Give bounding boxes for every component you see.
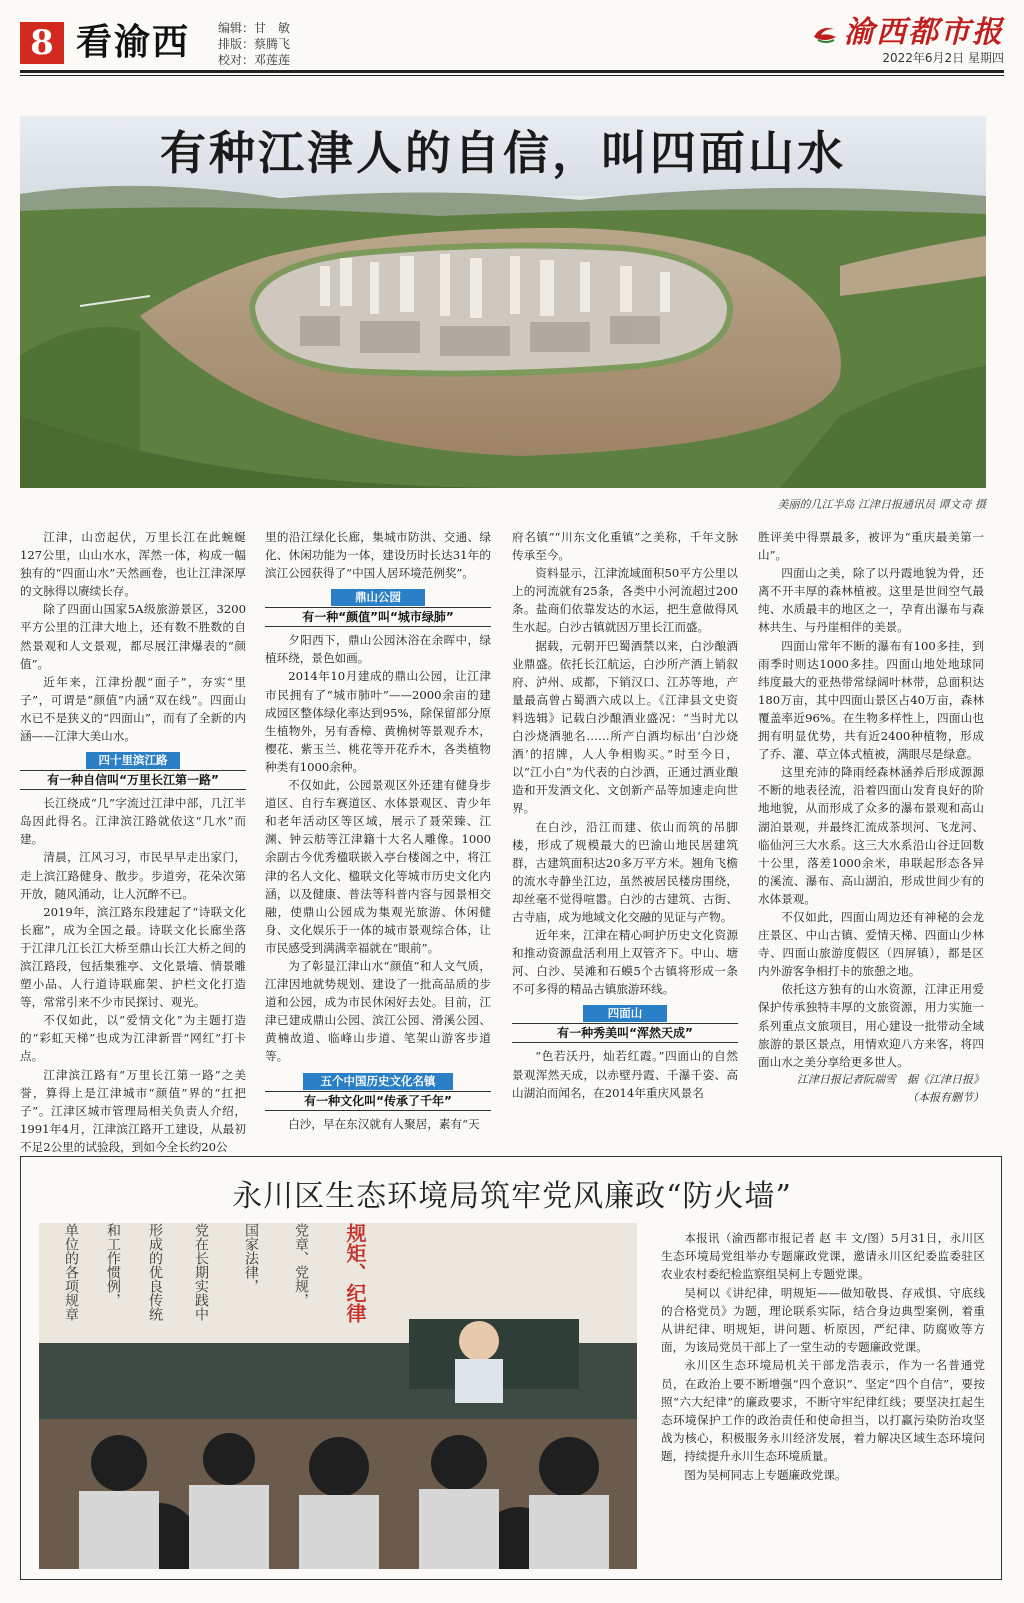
section-title: 看渝西 bbox=[76, 21, 191, 63]
wall-text: 和工作惯例， bbox=[105, 1223, 121, 1307]
header-divider bbox=[20, 70, 1004, 73]
masthead bbox=[812, 16, 1004, 66]
photo-caption: 图为吴柯同志上专题廉政党课。 bbox=[684, 1467, 847, 1482]
article-column-3 bbox=[512, 528, 738, 1102]
paragraph: 胜评美中得票最多，被评为“重庆最美第一山”。 bbox=[758, 530, 984, 563]
paragraph: 不仅如此，以“爱情文化”为主题打造的“彩虹天梯”也成为江津新晋“网红”打卡点。 bbox=[20, 1013, 246, 1064]
subsection-heading: 有一种自信叫“万里长江第一路” bbox=[20, 770, 246, 790]
subsection-badge: 鼎山公园 bbox=[331, 589, 425, 606]
proofread-line: 校对：邓莲莲 bbox=[218, 53, 291, 67]
editor-line: 编辑：甘 敏 bbox=[218, 21, 291, 35]
paragraph: “色若沃丹，灿若红霞。”四面山的自然景观浑然天成，以赤壁丹霞、千瀑千姿、高山湖泊而闻名，在2014年重庆风景名 bbox=[512, 1049, 738, 1100]
paragraph: 在白沙，沿江而建、依山而筑的吊脚楼，形成了规模最大的巴渝山地民居建筑群，古建筑面积达20多万平方米。翘角飞檐的流水寺静坐江边，虽然被居民楼房围绕，却丝毫不觉得喧嚣。白沙的古建筑、古街、古寺庙，成为地域文化交融的见证与产物。 bbox=[512, 819, 738, 924]
newspaper-name: 渝西都市报 bbox=[844, 15, 1004, 50]
edit-note: （本报有删节） bbox=[907, 1090, 984, 1104]
subsection-heading: 有一种秀美叫“浑然天成” bbox=[512, 1023, 738, 1043]
wall-text: 国家法律， bbox=[243, 1223, 259, 1293]
paragraph: 四面山常年不断的瀑布有100多挂，到雨季时则达1000多挂。四面山地处地球同纬度最大的亚热带常绿阔叶林带，总面积达180万亩，其中四面山景区占40万亩，森林覆盖率近96%。在生物多样性上，四面山也拥有明显优势，共有近2400种植物，形成了乔、灌、草立体式植被，满眼尽是绿意。 bbox=[758, 638, 984, 762]
publication-date: 2022年6月2日 星期四 bbox=[882, 51, 1004, 65]
paragraph: 依托这方独有的山水资源，江津正用爱保护传承独特丰厚的文旅资源，用力实施一系列重点文旅项目，用心建设一批带动全域旅游的景区景点，用情欢迎八方来客，将四面山水之美分享给更多世人。 bbox=[758, 982, 984, 1069]
article-byline: 江津日报记者阮瑞雪 据《江津日报》 bbox=[797, 1072, 984, 1086]
paragraph: 不仅如此，四面山周边还有神秘的会龙庄景区、中山古镇、爱情天梯、四面山少林寺、四面山旅游度假区（四屏镇），都是区内外游客争相打卡的旅憩之地。 bbox=[758, 909, 984, 979]
paragraph: 长江绕成“几”字流过江津中部，几江半岛因此得名。江津滨江路就依这“几水”而建。 bbox=[20, 796, 246, 847]
paragraph: 永川区生态环境局机关干部龙浩表示，作为一名普通党员，在政治上要不断增强“四个意识”、坚定“四个自信”，要按照“六大纪律”的廉政要求，不断守牢纪律红线；要坚决扛起生态环境保护工作的政治责任和使命担当，以打赢污染防治攻坚战为核心，积极服务永川经济发展，着力解决区域生态环境问题，持续提升永川生态环境质量。 bbox=[661, 1358, 985, 1464]
wall-text: 党章、党规， bbox=[293, 1223, 309, 1307]
article-column-4 bbox=[758, 528, 984, 1107]
article-column-1 bbox=[20, 528, 246, 1156]
wall-text: 单位的各项规章 bbox=[63, 1223, 79, 1321]
page-number: 8 bbox=[20, 22, 64, 64]
newspaper-logo bbox=[812, 16, 1004, 50]
paragraph: 不仅如此，公园景观区外还建有健身步道区、自行车赛道区、水体景观区、青少年和老年活动区等区域，展示了聂荣臻、江渊、钟云舫等江津籍十大名人雕像。1000余副古今优秀楹联嵌入亭台楼阁之中，将江津的名人文化、楹联文化等城市历史文化内涵，以及健康、普法等科普内容与园景相交融，使鼎山公园成为集观光旅游、休闲健身、文化娱乐于一体的城市景观综合体，让市民感受到满满幸福就在“眼前”。 bbox=[265, 778, 491, 955]
subsection-badge: 五个中国历史文化名镇 bbox=[303, 1073, 453, 1090]
meeting-photo bbox=[39, 1223, 637, 1569]
wall-poster bbox=[63, 1223, 367, 1343]
subsection-badge: 四面山 bbox=[583, 1005, 667, 1022]
paragraph: 本报讯（渝西都市报记者 赵 丰 文/图）5月31日，永川区生态环境局党组举办专题廉政党课，邀请永川区纪委监委驻区农业农村委纪检监察组吴柯上专题党课。 bbox=[661, 1231, 985, 1282]
article-column-2 bbox=[265, 528, 491, 1133]
header-divider-thin bbox=[20, 75, 1004, 76]
paragraph: 里的沿江绿化长廊，集城市防洪、交通、绿化、休闲功能为一体，建设历时长达31年的滨江公园获得了“中国人居环境范例奖”。 bbox=[265, 530, 491, 581]
paragraph: 2019年，滨江路东段建起了“诗联文化长廊”，成为全国之最。诗联文化长廊坐落于江津几江长江大桥至鼎山长江大桥之间的滨江路段，包括集雅亭、文化景墙、情景雕塑小品、人行道诗联廊架、护栏文化打造等，常常引来不少市民探讨、观光。 bbox=[20, 904, 246, 1010]
aerial-peninsula-photo bbox=[20, 116, 986, 488]
paragraph: 清晨，江风习习，市民早早走出家门，走上滨江路健身、散步。步道旁，花朵次第开放，随风涌动，让人沉醉不已。 bbox=[20, 850, 246, 901]
wall-text: 形成的优良传统 bbox=[147, 1223, 163, 1321]
paragraph: 白沙，早在东汉就有人聚居，素有“天 bbox=[288, 1116, 480, 1131]
paragraph: 资料显示，江津流域面积50平方公里以上的河流就有25条，各类中小河流超过200条。盐商们依靠发达的水运，把生意做得风生水起。白沙古镇就因万里长江而盛。 bbox=[512, 566, 738, 635]
paragraph: 这里充沛的降雨经森林涵养后形成源源不断的地表径流，沿着四面山发育良好的阶地地貌，从而形成了众多的瀑布景观和高山湖泊景观，并最终汇流成茶坝河、飞龙河、临仙河三大水系。这三大水系沿山谷迂回数十公里，落差1000余米，串联起形态各异的溪流、瀑布、高山湖泊，形成世间少有的水体景观。 bbox=[758, 765, 984, 906]
subsection-heading: 有一种文化叫“传承了千年” bbox=[265, 1091, 491, 1111]
paragraph: 四面山之美，除了以丹霞地貌为骨，还离不开丰厚的森林植被。这里是世间空气最纯、水质最丰的地区之一，孕育出瀑布与森林共生、与丹崖相伴的美景。 bbox=[758, 566, 984, 635]
paragraph: 府名镇”“川东文化重镇”之美称，千年文脉传承至今。 bbox=[512, 530, 738, 563]
bottom-article-body bbox=[661, 1229, 985, 1484]
main-headline: 有种江津人的自信，叫四面山水 bbox=[160, 126, 846, 180]
subsection-heading: 有一种“颜值”叫“城市绿肺” bbox=[265, 607, 491, 627]
paragraph: 2014年10月建成的鼎山公园，让江津市民拥有了“城市肺叶”——2000余亩的建成园区整体绿化率达到95%，除保留部分原生植物外，另有香樟、黄桷树等景观乔木，樱花、紫玉兰、桃花等开花乔木，各类植物种类有1000余种。 bbox=[265, 669, 491, 774]
subsection-badge: 四十里滨江路 bbox=[86, 752, 180, 769]
layout-line: 排版：蔡腾飞 bbox=[218, 37, 291, 51]
paragraph: 近年来，江津在精心呵护历史文化资源和推动资源盘活利用上双管齐下。中山、塘河、白沙、吴滩和石蟆5个古镇将形成一条不可多得的精品古镇旅游环线。 bbox=[512, 928, 738, 997]
paragraph: 江津，山峦起伏，万里长江在此蜿蜒127公里，山山水水，浑然一体，构成一幅独有的“四面山水”天然画卷，也让江津深厚的文脉得以赓续长存。 bbox=[20, 530, 246, 599]
wall-red-title: 规矩、纪律 bbox=[343, 1223, 367, 1323]
photo-caption: 美丽的几江半岛 江津日报通讯员 谭文奇 摄 bbox=[777, 498, 986, 511]
paragraph: 吴柯以《讲纪律，明规矩——做知敬畏、存戒惧、守底线的合格党员》为题，理论联系实际，结合身边典型案例，着重从讲纪律、明规矩，讲问题、析原因，严纪律、防腐败等方面，为该局党员干部上了一堂生动的专题廉政党课。 bbox=[661, 1285, 985, 1355]
paragraph: 除了四面山国家5A级旅游景区，3200平方公里的江津大地上，还有数不胜数的自然景观和人文景观，都尽展江津爆表的“颜值”。 bbox=[20, 602, 246, 671]
bottom-article-box bbox=[20, 1156, 1002, 1580]
logo-swirl-icon bbox=[812, 23, 838, 45]
bottom-article-title: 永川区生态环境局筑牢党风廉政“防火墙” bbox=[232, 1179, 792, 1214]
wall-text: 党在长期实践中 bbox=[193, 1223, 209, 1321]
paragraph: 据载，元朝开巴蜀酒禁以来，白沙酿酒业鼎盛。依托长江航运，白沙所产酒上销叙府、泸州、成都，下销汉口、江苏等地，产量最高曾占蜀酒六成以上。《江津县文史资料选辑》记载白沙酿酒业盛况：“当时尤以白沙烧酒驰名……所产白酒均标出‘白沙烧酒’的招牌，人人争相购买。”时至今日，以“江小白”为代表的白沙酒，正通过酒业酿造和开发酒文化、文创新产品等加速走向世界。 bbox=[512, 638, 738, 816]
paragraph: 江津滨江路有“万里长江第一路”之美誉，算得上是江津城市“颜值”界的“扛把子”。江津区城市管理局相关负责人介绍，1991年4月，江津滨江路开工建设，从最初不足2公里的试验段，到如今全长约20公 bbox=[20, 1067, 246, 1154]
paragraph: 近年来，江津扮靓“面子”，夯实“里子”，可谓是“颜值”内涵“双在线”。四面山水已不是狭义的“四面山”，而有了全新的内涵——江津大美山水。 bbox=[20, 674, 246, 744]
paragraph: 夕阳西下，鼎山公园沐浴在余晖中，绿植环绕，景色如画。 bbox=[265, 633, 491, 666]
paragraph: 为了彰显江津山水“颜值”和人文气质，江津因地就势规划、建设了一批高品质的步道和公园，成为市民休闲好去处。目前，江津已建成鼎山公园、滨江公园、滑溪公园、黄楠故道、临峰山步道、笔架山游客步道等。 bbox=[265, 958, 491, 1064]
editor-credits bbox=[218, 20, 290, 68]
